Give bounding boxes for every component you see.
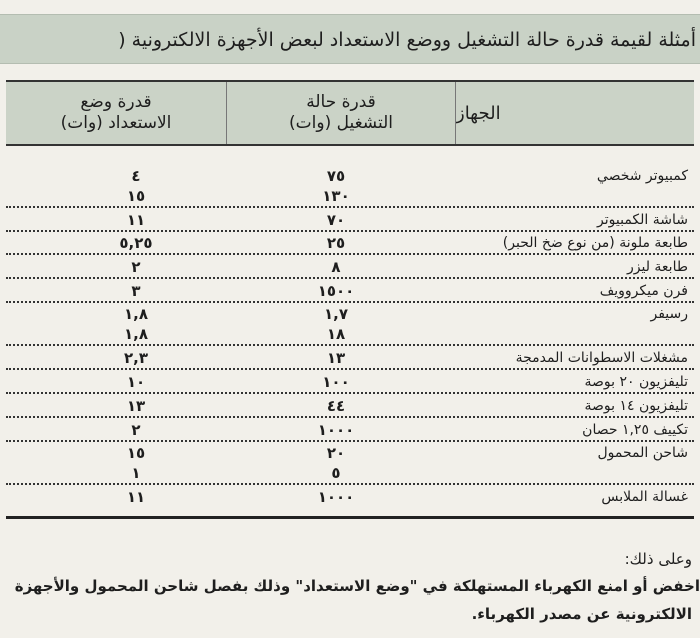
- table-bottom-rule: [6, 516, 694, 519]
- table-title-banner: [0, 14, 700, 64]
- cell-operating: ١٣: [326, 349, 346, 367]
- cell-standby: ١١: [126, 211, 146, 229]
- table-row: [6, 210, 694, 232]
- header-standby-line2: الاستعداد (وات): [60, 113, 172, 133]
- table-title: أمثلة لقيمة قدرة حالة التشغيل ووضع الاستعداد لبعض الأجهزة الالكترونية (: [118, 29, 696, 51]
- cell-device: مشغلات الاسطوانات المدمجة: [515, 350, 688, 366]
- cell-standby: ٢: [131, 421, 141, 439]
- table-row: [6, 420, 694, 442]
- power-table: [6, 80, 694, 520]
- cell-operating: ١٥٠٠: [317, 282, 355, 300]
- cell-device: شاشة الكمبيوتر: [597, 212, 688, 228]
- footer-line-2: اخفض أو امنع الكهرباء المستهلكة في "وضع الاستعداد" وذلك بفصل شاحن المحمول والأجهزة: [14, 577, 700, 595]
- cell-device: شاحن المحمول: [597, 445, 688, 461]
- cell-operating: ٥: [331, 464, 341, 482]
- cell-operating: ٧٥: [326, 167, 346, 185]
- cell-device: رسيفر: [650, 306, 688, 322]
- cell-operating: ٨: [331, 258, 341, 276]
- cell-standby: ١,٨: [123, 325, 148, 343]
- cell-standby: ١٥: [126, 444, 146, 462]
- header-standby-power: [6, 82, 226, 144]
- cell-standby: ٤: [131, 167, 141, 185]
- header-device: [456, 82, 694, 144]
- cell-device: تكييف ١,٢٥ حصان: [582, 422, 688, 438]
- footer-line-3: الالكترونية عن مصدر الكهرباء.: [471, 605, 692, 623]
- table-row: [6, 281, 694, 303]
- table-row: [6, 396, 694, 418]
- cell-standby: ١٠: [126, 373, 146, 391]
- table-row: [6, 186, 694, 208]
- cell-standby: ١٥: [126, 187, 146, 205]
- cell-device: طابعة ليزر: [627, 259, 688, 275]
- table-row: [6, 443, 694, 463]
- cell-operating: ١٠٠: [322, 373, 350, 391]
- cell-standby: ٢,٣: [123, 349, 148, 367]
- header-operating-power: [226, 82, 456, 144]
- header-device-label: الجهاز: [456, 102, 501, 124]
- cell-operating: ١٨: [326, 325, 346, 343]
- cell-operating: ١,٧: [323, 305, 348, 323]
- table-row: [6, 324, 694, 346]
- footer-line-1: وعلى ذلك:: [624, 550, 692, 568]
- cell-standby: ٢: [131, 258, 141, 276]
- table-row: [6, 487, 694, 507]
- table-row: [6, 463, 694, 485]
- cell-standby: ٣: [131, 282, 141, 300]
- cell-device: طابعة ملونة (من نوع ضخ الحبر): [502, 235, 688, 251]
- cell-operating: ٢٥: [326, 234, 346, 252]
- cell-device: تليفزيون ١٤ بوصة: [584, 398, 688, 414]
- cell-standby: ١١: [126, 488, 146, 506]
- table-row: [6, 348, 694, 370]
- cell-standby: ١,٨: [123, 305, 148, 323]
- cell-standby: ١٣: [126, 397, 146, 415]
- cell-operating: ٢٠: [326, 444, 346, 462]
- cell-operating: ١٣٠: [322, 187, 350, 205]
- cell-device: فرن ميكروويف: [599, 283, 688, 299]
- header-operating-line1: قدرة حالة: [306, 92, 376, 112]
- header-standby-line1: قدرة وضع: [80, 92, 152, 112]
- table-row: [6, 233, 694, 255]
- table-row: [6, 257, 694, 279]
- cell-operating: ١٠٠٠: [317, 488, 355, 506]
- table-row: [6, 372, 694, 394]
- header-operating-line2: التشغيل (وات): [289, 113, 394, 133]
- cell-device: تليفزيون ٢٠ بوصة: [584, 374, 688, 390]
- cell-standby: ٥,٢٥: [119, 234, 153, 252]
- cell-operating: ٤٤: [326, 397, 346, 415]
- cell-operating: ٧٠: [326, 211, 346, 229]
- cell-device: غسالة الملابس: [601, 489, 688, 505]
- table-row: [6, 166, 694, 186]
- table-header: [6, 80, 694, 146]
- cell-operating: ١٠٠٠: [317, 421, 355, 439]
- cell-standby: ١: [131, 464, 141, 482]
- table-row: [6, 304, 694, 324]
- cell-device: كمبيوتر شخصي: [596, 168, 688, 184]
